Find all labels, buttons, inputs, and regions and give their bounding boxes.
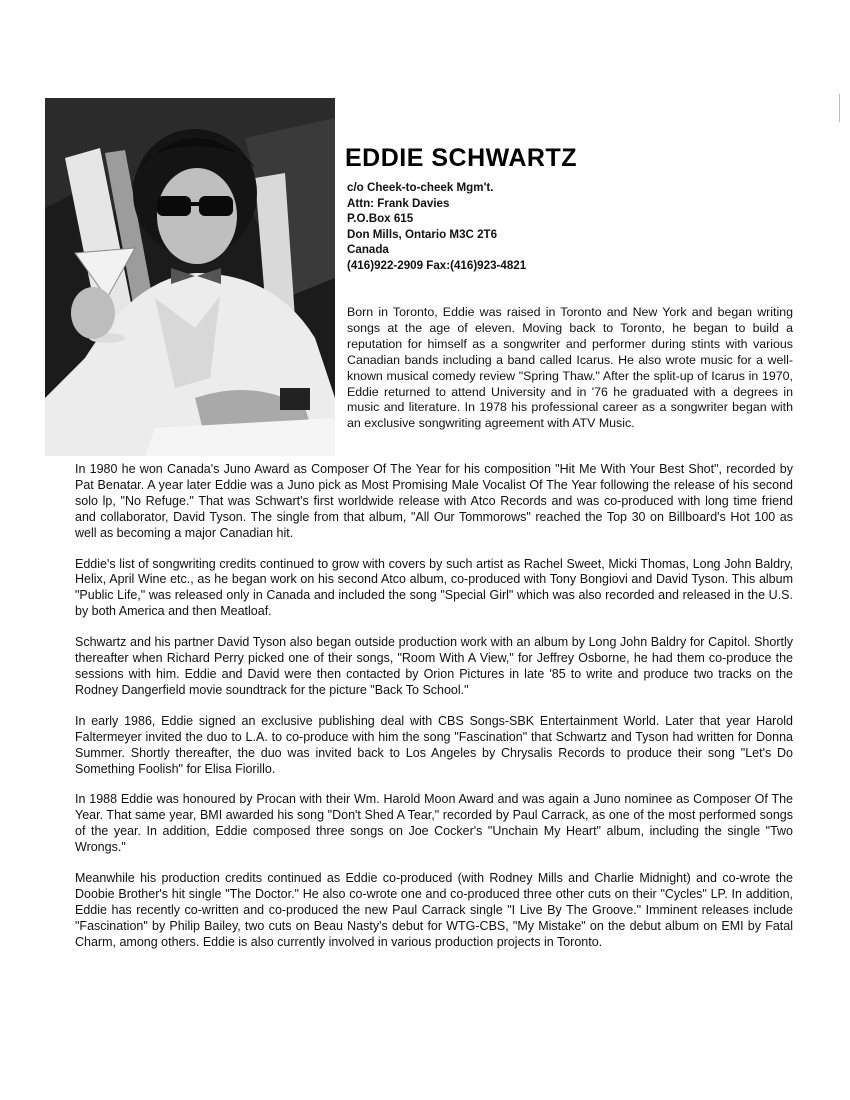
biography-body: [75, 462, 793, 966]
scan-edge-mark: [839, 94, 840, 122]
contact-attention: Attn: Frank Davies: [347, 196, 450, 210]
contact-country: Canada: [347, 243, 389, 257]
paragraph-production-work: Schwartz and his partner David Tyson also began outside production work with an album by Long John Baldry for Capitol. Shortly thereafter when Richard Perry picked one of their songs, "Room With A View," for Jeffrey Osborne, he had them co-produce the sessions with him. Eddie and David were then contacted by Orion Pictures in late '85 to write and produce two tracks on the Rodney Dangerfield movie soundtrack for the picture "Back To School.": [75, 635, 793, 697]
intro-paragraph: Born in Toronto, Eddie was raised in Toronto and New York and began writing songs at the age of eleven. Moving back to Toronto, he began to build a reputation for himself as a songwriter and performer during stints with various Canadian bands including a band called Icarus. He also wrote music for a well-known musical comedy review "Spring Thaw." After the split-up of Icarus in 1970, Eddie returned to attend University and in '76 he graduated with a degrees in music and literature. In 1978 his professional career as a songwriter began with an exclusive songwriting agreement with ATV Music.: [347, 305, 793, 431]
portrait-photo: [45, 98, 335, 456]
paragraph-juno-award: In 1980 he won Canada's Juno Award as Composer Of The Year for his composition "Hit Me With Your Best Shot", recorded by Pat Benatar. A year later Eddie was a Juno pick as Most Promising Male Vocalist Of The Year following the release of his second solo lp, "No Refuge." That was Schwart's first worldwide release with Atco Records and was co-produced with long time friend and collaborator, David Tyson. The single from that album, "All Our Tommorows" reached the Top 30 on Billboard's Hot 100 as well as becoming a major Canadian hit.: [75, 462, 793, 540]
contact-phone-fax: (416)922-2909 Fax:(416)923-4821: [347, 258, 527, 272]
contact-po-box: P.O.Box 615: [347, 212, 414, 226]
artist-name: EDDIE SCHWARTZ: [345, 144, 577, 172]
contact-block: [347, 180, 526, 274]
paragraph-songwriting-credits: Eddie's list of songwriting credits continued to grow with covers by such artist as Rachel Sweet, Micki Thomas, Long John Baldry, Helix, April Wine etc., as he began work on his second Atco album, co-produced with Tony Bongiovi and David Tyson. This album "Public Life," was released only in Canada and included the song "Special Girl" which was also recorded and released in the U.S. by both America and then Meatloaf.: [75, 556, 793, 619]
portrait-illustration: [45, 98, 335, 456]
paragraph-1988-honours: In 1988 Eddie was honoured by Procan with their Wm. Harold Moon Award and was again a Juno nominee as Composer Of The Year. That same year, BMI awarded his song "Don't Shed A Tear," recorded by Paul Carrack, as one of the most performed songs of the year. In addition, Eddie composed three songs on Joe Cocker's "Unchain My Heart" album, including the single "Two Wrongs.": [75, 792, 793, 855]
contact-city: Don Mills, Ontario M3C 2T6: [347, 227, 498, 241]
contact-care-of: c/o Cheek-to-cheek Mgm't.: [347, 181, 494, 194]
paragraph-production-credits: Meanwhile his production credits continued as Eddie co-produced (with Rodney Mills and Charlie Midnight) and co-wrote the Doobie Brother's hit single "The Doctor." He also co-wrote one and co-produced three other cuts on their "Cycles" LP. In addition, Eddie has recently co-written and co-produced the new Paul Carrack single "I Live By The Groove." Imminent releases include "Fascination" by Philip Bailey, two cuts on Beau Nasty's debut for WTG-CBS, "My Mistake" on the debut album on EMI by Fatal Charm, among others. Eddie is also currently involved in various production projects in Toronto.: [75, 871, 793, 949]
paragraph-publishing-deal: In early 1986, Eddie signed an exclusive publishing deal with CBS Songs-SBK Entertainment World. Later that year Harold Faltermeyer invited the duo to L.A. to co-produce with him the song "Fascination" that Schwartz and Tyson had written for Donna Summer. Shortly thereafter, the duo was invited back to Los Angeles by Chrysalis Records to produce their song "Let's Do Something Foolish" for Elisa Fiorillo.: [75, 713, 793, 776]
